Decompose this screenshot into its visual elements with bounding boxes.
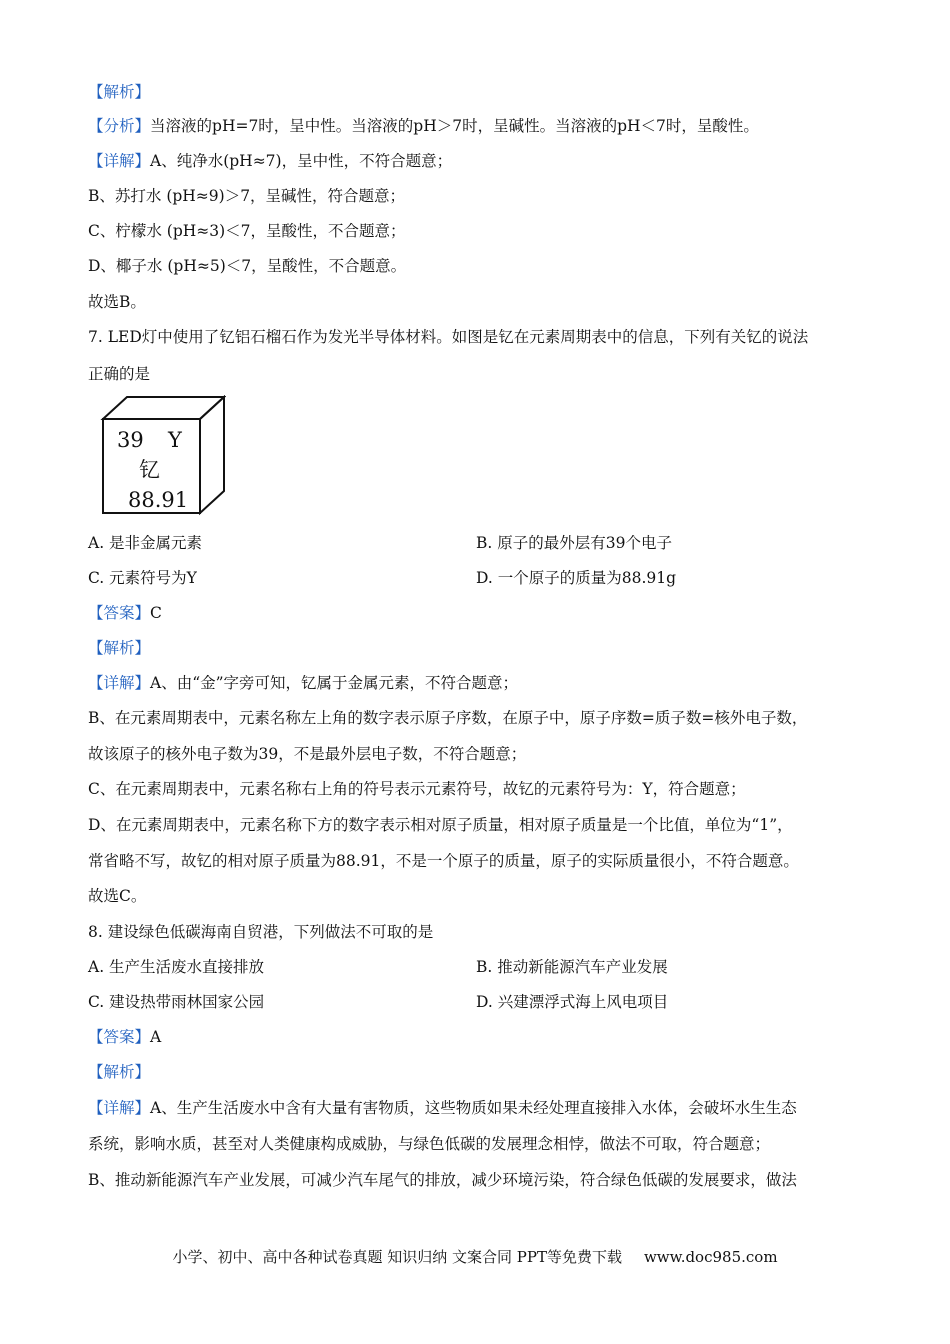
q6-conclusion: 故选B。	[88, 293, 146, 311]
q8-xiangjie-line	[88, 1098, 797, 1118]
q7-stem-line-2: 正确的是	[88, 365, 151, 383]
q8-answer-tag: 【答案】	[88, 1028, 151, 1046]
q7-option-c: C. 元素符号为Y	[88, 569, 197, 587]
q6-jiexi-heading: 【解析】	[88, 83, 151, 101]
q8-option-c: C. 建设热带雨林国家公园	[88, 993, 265, 1011]
q8-jiexi-heading: 【解析】	[88, 1063, 151, 1081]
q7-xiangjie-line	[88, 673, 518, 693]
q8-line-a1: A、生产生活废水中含有大量有害物质，这些物质如果未经处理直接排入水体，会破坏水生生态	[150, 1099, 797, 1117]
q7-line-d2: 常省略不写，故钇的相对原子质量为88.91，不是一个原子的质量，原子的实际质量很小，不符合题意。	[88, 852, 799, 870]
q8-stem: 8. 建设绿色低碳海南自贸港，下列做法不可取的是	[88, 923, 434, 941]
q7-line-b2: 故该原子的核外电子数为39，不是最外层电子数，不符合题意；	[88, 745, 527, 763]
q8-answer-line	[88, 1027, 161, 1047]
q6-xiangjie-line	[88, 151, 452, 171]
footer-text: 小学、初中、高中各种试卷真题 知识归纳 文案合同 PPT等免费下载	[172, 1248, 622, 1266]
q8-option-d: D. 兴建漂浮式海上风电项目	[476, 993, 669, 1011]
q6-line-a: A、纯净水(pH≈7)，呈中性，不符合题意；	[150, 152, 453, 170]
element-atomic-number: 39	[117, 428, 144, 452]
q7-option-a: A. 是非金属元素	[88, 534, 203, 552]
q7-line-b1: B、在元素周期表中，元素名称左上角的数字表示原子序数，在原子中，原子序数=质子数=核外电子数，	[88, 709, 808, 727]
element-atomic-mass: 88.91	[128, 488, 189, 512]
q7-conclusion: 故选C。	[88, 887, 147, 905]
q8-answer-value: A	[150, 1028, 162, 1046]
q6-fenxi-tag: 【分析】	[88, 117, 151, 135]
q7-answer-line	[88, 603, 162, 623]
element-name: 钇	[139, 458, 160, 482]
q7-xiangjie-tag: 【详解】	[88, 674, 151, 692]
q8-option-a: A. 生产生活废水直接排放	[88, 958, 265, 976]
q6-line-d: D、椰子水 (pH≈5)＜7，呈酸性，不合题意。	[88, 257, 407, 275]
q6-line-c: C、柠檬水 (pH≈3)＜7，呈酸性，不合题意；	[88, 222, 406, 240]
q8-option-b: B. 推动新能源汽车产业发展	[476, 958, 668, 976]
q8-line-a2: 系统，影响水质，甚至对人类健康构成威胁，与绿色低碳的发展理念相悖，做法不可取，符合题意；	[88, 1135, 771, 1153]
element-cube-figure	[100, 395, 226, 517]
q6-xiangjie-tag: 【详解】	[88, 152, 151, 170]
q7-answer-tag: 【答案】	[88, 604, 151, 622]
q8-xiangjie-tag: 【详解】	[88, 1099, 151, 1117]
q6-line-b: B、苏打水 (pH≈9)＞7，呈碱性，符合题意；	[88, 187, 406, 205]
element-symbol: Y	[168, 428, 182, 452]
page-footer	[0, 1246, 950, 1267]
q8-line-b1: B、推动新能源汽车产业发展，可减少汽车尾气的排放，减少环境污染，符合绿色低碳的发展要求，做法	[88, 1171, 797, 1189]
footer-url[interactable]: www.doc985.com	[643, 1248, 778, 1266]
q7-answer-value: C	[150, 604, 162, 622]
q7-jiexi-heading: 【解析】	[88, 639, 151, 657]
q7-line-d1: D、在元素周期表中，元素名称下方的数字表示相对原子质量，相对原子质量是一个比值，单位为“1”，	[88, 816, 793, 834]
q7-option-b: B. 原子的最外层有39个电子	[476, 534, 672, 552]
q6-fenxi-line	[88, 116, 759, 136]
q7-stem-line-1: 7. LED灯中使用了钇铝石榴石作为发光半导体材料。如图是钇在元素周期表中的信息，下列有关钇的说法	[88, 328, 809, 346]
q7-line-a: A、由“金”字旁可知，钇属于金属元素，不符合题意；	[150, 674, 519, 692]
q6-fenxi-text: 当溶液的pH=7时，呈中性。当溶液的pH＞7时，呈碱性。当溶液的pH＜7时，呈酸性。	[150, 117, 759, 135]
q7-line-c: C、在元素周期表中，元素名称右上角的符号表示元素符号，故钇的元素符号为：Y，符合题意；	[88, 780, 746, 798]
q7-option-d: D. 一个原子的质量为88.91g	[476, 569, 677, 587]
